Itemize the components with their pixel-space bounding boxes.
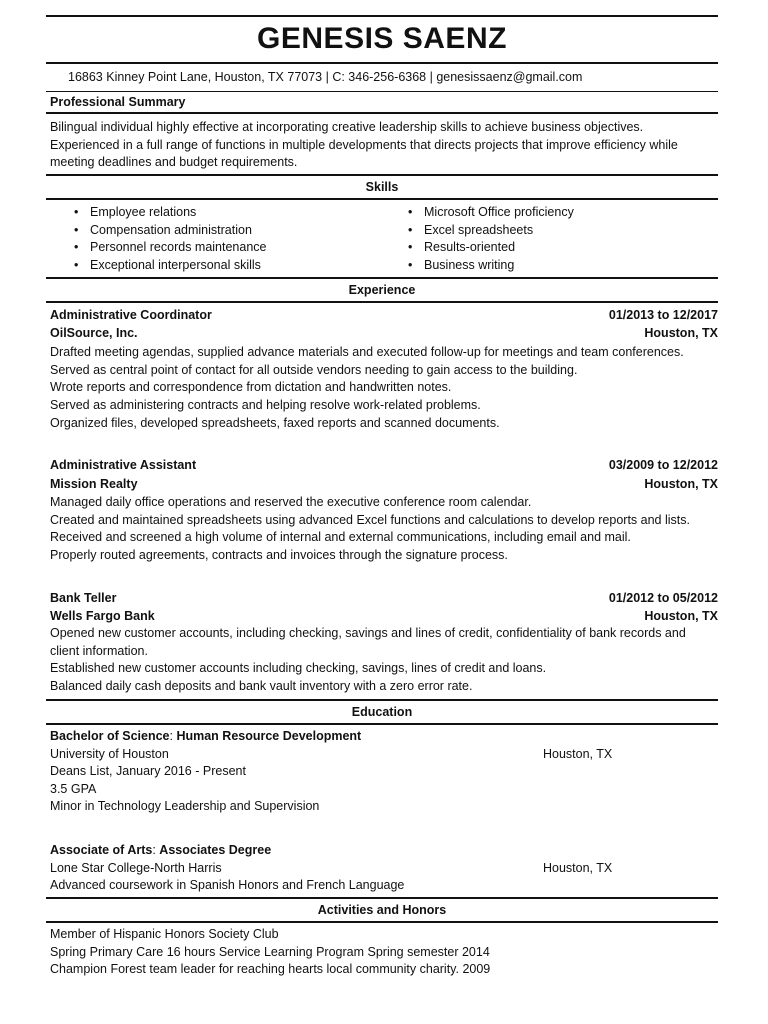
education-detail: Advanced coursework in Spanish Honors and French Language [50, 878, 405, 892]
degree-line [50, 842, 718, 860]
contact-rule [46, 91, 718, 92]
education-entry [50, 842, 718, 895]
name-rule [46, 62, 718, 64]
duty-item: Drafted meeting agendas, supplied advance materials and executed follow-up for meetings and team conferences. [50, 345, 684, 359]
job-duties [50, 494, 710, 565]
activity-item: Spring Primary Care 16 hours Service Learning Program Spring semester 2014 [50, 944, 490, 959]
duty-item: Managed daily office operations and reserved the executive conference room calendar. [50, 495, 532, 509]
activities-list [50, 926, 710, 979]
activities-top-rule [46, 897, 718, 899]
skills-rule [46, 198, 718, 200]
education-detail: Deans List, January 2016 - Present [50, 764, 246, 778]
degree-line [50, 728, 718, 746]
skill-item: • Business writing [408, 257, 574, 275]
duty-item: Established new customer accounts including checking, savings, lines of credit and loans. [50, 661, 547, 676]
education-rule [46, 723, 718, 725]
school-location: Houston, TX [543, 746, 613, 761]
duty-item: Served as central point of contact for all outside vendors needing to gain access to the building. [50, 362, 578, 377]
education-top-rule [46, 699, 718, 701]
job-company: Mission Realty [50, 477, 138, 491]
skill-item: • Personnel records maintenance [74, 239, 267, 257]
activity-item: Member of Hispanic Honors Society Club [50, 927, 279, 941]
skill-item: • Results-oriented [408, 239, 574, 257]
degree-name: Associate of Arts [50, 843, 153, 857]
degree-separator: : [152, 843, 160, 857]
candidate-name: GENESIS SAENZ [257, 22, 507, 55]
experience-heading: Experience [348, 283, 416, 297]
experience-top-rule [46, 277, 718, 279]
experience-rule [46, 301, 718, 303]
activities-heading: Activities and Honors [317, 903, 447, 917]
skills-heading: Skills [365, 180, 399, 194]
skills-top-rule [46, 174, 718, 176]
duty-item: Received and screened a high volume of internal and external communications, including email and mail. [50, 530, 631, 545]
duty-item: Opened new customer accounts, including checking, savings and lines of credit, confidentiality of bank records and client information. [50, 626, 686, 658]
job-company: OilSource, Inc. [50, 326, 138, 340]
school-location: Houston, TX [543, 860, 613, 875]
skill-item: • Employee relations [74, 204, 267, 222]
education-heading: Education [351, 705, 413, 719]
school-line [50, 746, 718, 764]
degree-name: Bachelor of Science [50, 729, 170, 743]
degree-separator: : [169, 729, 177, 743]
school-line [50, 860, 718, 878]
duty-item: Organized files, developed spreadsheets, faxed reports and scanned documents. [50, 415, 500, 430]
activity-item: Champion Forest team leader for reaching hearts local community charity. 2009 [50, 962, 491, 977]
degree-field: Human Resource Development [176, 729, 362, 743]
job-duties [50, 625, 710, 696]
job-company: Wells Fargo Bank [50, 609, 155, 623]
skill-item: • Exceptional interpersonal skills [74, 257, 267, 275]
resume-page [46, 0, 718, 1024]
duty-item: Created and maintained spreadsheets using advanced Excel functions and calculations to develop reports and lists. [50, 512, 690, 527]
job-title: Administrative Coordinator [50, 308, 212, 322]
job-title: Bank Teller [50, 591, 117, 605]
duty-item: Served as administering contracts and helping resolve work-related problems. [50, 398, 481, 413]
summary-text: Bilingual individual highly effective at incorporating creative leadership skills to achieve business objectives. Experienced in a full range of functions in multiple developments that directs projects that improve efficiency while meeting deadlines and budget requirements. [50, 120, 678, 169]
skill-item: • Excel spreadsheets [408, 222, 574, 240]
skills-list-right [408, 204, 574, 275]
summary-heading: Professional Summary [50, 95, 186, 109]
top-rule [46, 15, 718, 17]
duty-item: Balanced daily cash deposits and bank vault inventory with a zero error rate. [50, 679, 473, 694]
job-dates: 01/2013 to 12/2017 [608, 308, 718, 322]
activities-rule [46, 921, 718, 923]
job-duties [50, 344, 710, 433]
education-detail: 3.5 GPA [50, 781, 97, 796]
job-dates: 03/2009 to 12/2012 [608, 458, 718, 472]
education-entry [50, 728, 718, 816]
job-dates: 01/2012 to 05/2012 [608, 591, 718, 605]
job-location: Houston, TX [644, 326, 718, 340]
degree-field: Associates Degree [159, 843, 272, 857]
duty-item: Properly routed agreements, contracts and invoices through the signature process. [50, 548, 508, 563]
school-name: Lone Star College-North Harris [50, 860, 222, 875]
skill-item: • Compensation administration [74, 222, 267, 240]
contact-info: 16863 Kinney Point Lane, Houston, TX 77073 | C: 346-256-6368 | genesissaenz@gmail.com [68, 70, 583, 84]
skill-item: • Microsoft Office proficiency [408, 204, 574, 222]
school-name: University of Houston [50, 746, 169, 761]
job-location: Houston, TX [644, 609, 718, 623]
duty-item: Wrote reports and correspondence from dictation and handwritten notes. [50, 380, 452, 395]
job-title: Administrative Assistant [50, 458, 197, 472]
education-detail: Minor in Technology Leadership and Supervision [50, 799, 320, 813]
skills-list-left [74, 204, 267, 275]
job-location: Houston, TX [644, 477, 718, 491]
summary-rule [46, 112, 718, 114]
